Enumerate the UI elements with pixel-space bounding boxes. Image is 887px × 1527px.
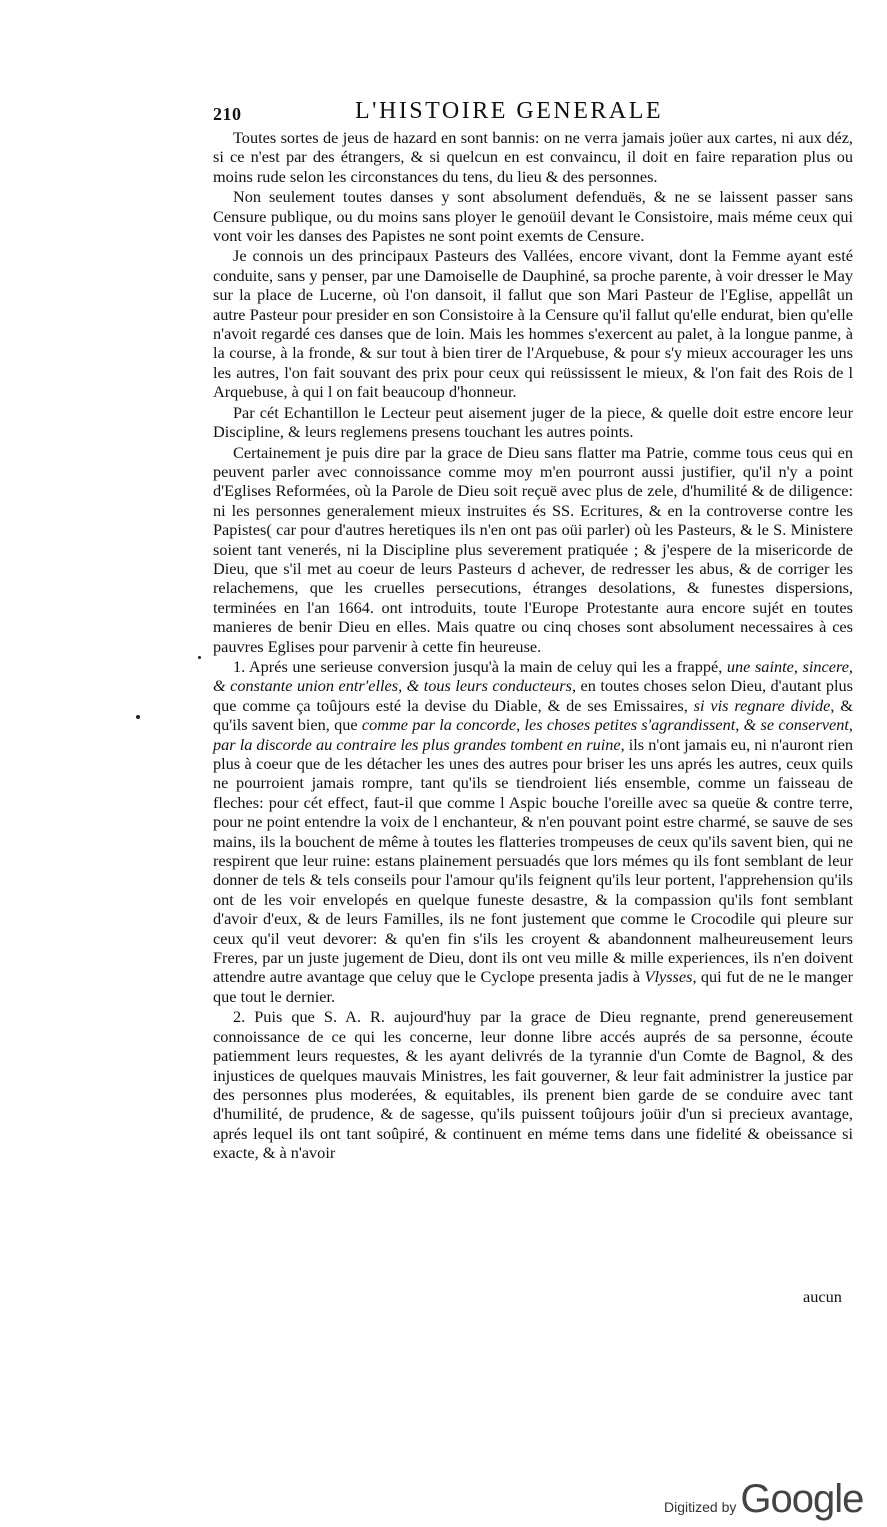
- text-run: , en toutes choses selon Dieu, d'autant plus que comme ça toûjours esté la devise du Diable, & de ses Emissaires,: [213, 676, 854, 715]
- latin-motto: si vis regnare divide: [693, 695, 831, 715]
- italic-run: une sainte, sincere, & constante union entr'elles, & tous leurs conducteurs: [213, 656, 853, 696]
- page-number: 210: [213, 104, 242, 124]
- paragraph-point-2: 2. Puis que S. A. R. aujourd'huy par la grace de Dieu regnante, prend genereusement connoissance de ce qui les concerne, leur donne libre accés auprés de sa personne, écoute patiemment leurs requestes, & les ayant delivrés de la tyrannie d'un Comte de Bagnol, & des injustices de quelques mauvais Ministres, les fait gouverner, & leur fait administrer la justice par des personnes plus moderées, & equitables, ils prenent bien garde de se conduire avec tant d'humilité, de prudence, & de sagesse, qu'ils puissent toûjours joüir d'un si precieux avantage, aprés lequel ils ont tant soûpiré, & continuent en méme tems dans une fidelité & obeissance si exacte, & à n'avoir: [213, 1007, 853, 1163]
- running-head: L'HISTOIRE GENERALE: [355, 98, 664, 124]
- italic-run: comme par la concorde, les choses petites s'agrandissent, & se conservent, par la discorde au contraire les plus grandes tombent en ruine: [213, 715, 853, 754]
- italic-name: Vlysses: [644, 967, 693, 987]
- text-run: 1. Aprés une serieuse conversion jusqu'à la main de celuy qui les a frappé,: [233, 656, 727, 676]
- body-text: [213, 128, 853, 1163]
- catchword: aucun: [803, 1287, 842, 1306]
- watermark-prefix: Digitized by: [664, 1499, 737, 1515]
- paragraph-certainly: Certainement je puis dire par la grace de Dieu sans flatter ma Patrie, comme tous ceus qui en peuvent parler avec connoissance comme moy m'en pourront aussi justifier, qu'il n'y a point d'Eglises Reformées, où la Parole de Dieu soit reçuë avec plus de zele, d'humilité & de diligence: ni les personnes generalement mieux instruites és SS. Ecritures, & en la controverse contre les Papistes( car pour d'autres heretiques ils n'en ont pas oüi parler) où les Pasteurs, & le S. Ministere soient tant venerés, ni la Discipline plus severement pratiquée ; & j'espere de la misericorde de Dieu, que s'il met au coeur de leurs Pasteurs d achever, de redresser les abus, & de corriger les relachemens, que les cruelles persecutions, étranges desolations, & funestes dispersions, terminées en l'an 1664. ont introduits, toute l'Europe Protestante aura encore sujét en toutes manieres de benir Dieu en elles. Mais quatre ou cinq choses sont absolument necessaires à ces pauvres Eglises pour parvenir à cette fin heureuse.: [213, 442, 853, 656]
- text-run: , & qu'ils savent bien, que: [213, 695, 854, 735]
- paragraph-point-1: [213, 657, 853, 1006]
- paragraph-pastor-anecdote: Je connois un des principaux Pasteurs des Vallées, encore vivant, dont la Femme ayant esté conduite, sans y penser, par une Damoiselle de Dauphiné, sa proche parente, à voir dresser le May sur la place de Lucerne, où l'on dansoit, il fallut que son Mari Pasteur de l'Eglise, appellât un autre Pasteur pour presider en son Consistoire à la Censure qu'il fallut qu'elle endurat, bien qu'elle n'avoit regardé ces danses que de loin. Mais les hommes s'exercent au palet, à la longue panme, à la course, à la fronde, & sur tout à bien tirer de l'Arquebuse, & pour s'y mieux accourager les uns les autres, l'on fait souvant des prix pour ceux qui reüssissent le mieux, & l'on fait des Rois de l Arquebuse, à qui l on fait beaucoup d'honneur.: [213, 246, 853, 402]
- text-run: , qui fut de ne le manger que tout le dernier.: [213, 967, 854, 1006]
- paragraph-sample: Par cét Echantillon le Lecteur peut aisement juger de la piece, & quelle doit estre encore leur Discipline, & leurs reglemens presens touchant les autres points.: [213, 402, 853, 442]
- margin-mark: [136, 715, 140, 719]
- text-run: , ils n'ont jamais eu, ni n'auront rien plus à coeur que de les détacher les unes des autres pour briser les uns aprés les autres, ceux quils ne pourroient jamais rompre, tant qu'ils se tiendroient liés ensemble, comme un faisseau de fleches: pour cét effect, faut-il que comme l Aspic bouche l'oreille avec sa queüe & contre terre, pour ne point entendre la voix de l enchanteur, & n'en pouvant point estre charmé, se sauve de ses mains, ils la bouchent de même à toutes les flatteries trompeuses de ceux qu'ils savent bien, qui ne respirent que leur ruine: estans plainement persuadés que lors mémes qu ils font semblant de leur donner de tels & tels conseils pour l'amour qu'ils feignent qu'ils leur portent, l'apprehension qu'ils ont de les voir envelopés en quelque funeste desastre, & la compassion qu'ils font semblant d'avoir d'eux, & de leurs Familles, ils ne font justement que comme le Crocodile qui pleure sur ceux qu'il veut devorer: & qu'en fin s'ils les croyent & abandonnent malheureusement leurs Freres, par un juste jugement de Dieu, dont ils ont veu mille & mille experiences, ils n'en doivent attendre autre avantage que celuy que le Cyclope presenta jadis à: [213, 734, 854, 987]
- google-watermark: [664, 1477, 863, 1522]
- paragraph-dances: Non seulement toutes danses y sont absolument defenduës, & ne se laissent passer sans Censure publique, ou du moins sans ployer le genoüil devant le Consistoire, mais méme ceux qui vont voir les danses des Papistes ne sont point exemts de Censure.: [213, 187, 853, 246]
- google-logo: Google: [740, 1477, 864, 1521]
- margin-mark: [198, 656, 201, 659]
- paragraph-games: Toutes sortes de jeus de hazard en sont bannis: on ne verra jamais joüer aux cartes, ni aux déz, si ce n'est par des étrangers, & si quelcun en est convaincu, il doit en faire reparation plus ou moins rude selon les circonstances du tens, du lieu & des personnes.: [213, 128, 853, 186]
